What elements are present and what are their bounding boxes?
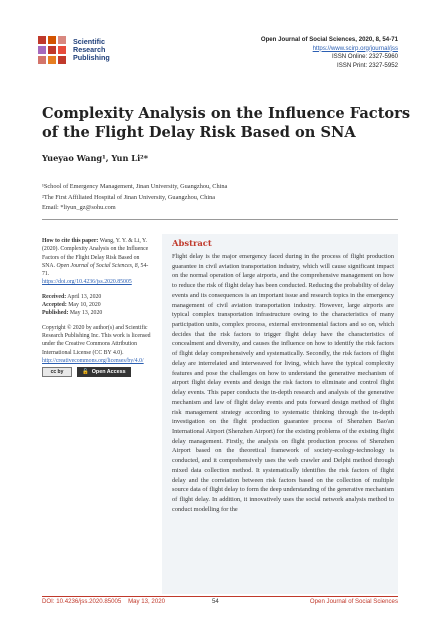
abstract-body: Flight delay is the major emergency faced during in the process of flight production guarantee in civil aviation transportation industry, which will cause significant impact on the normal operation of large airports, and the comprehensive management on how to reduce the risk of flight delay has been conducted. Reducing the probability of delay events and its consequences is an important issue and research topics in the emergency management of civil aviation transportation industry. However, large airports are typical complex transportation infrastructure owing to the characteristics of many participation units, complex process, external environmental factors and so on, which decides that the risk factors to trigger flight delay have the characteristics of concealment and diversity, and causes the influence on how to identify the risk factors of flight delay comprehensively and systematically. Secondly, the risk factors of flight delay are interrelated and interweaved for living, which have the typical complexity features and pose the challenges on how to understand the generative mechanism of airport flight delay events and design the risk factors to eliminate and control flight delay events. This paper conducts the in-depth research and analysis of the generative mechanism and law of flight delay events and puts forward design method of flight risk management strategy according to systematic thinking through the in-depth investigation on the flight production guarantee process of Shenzhen Bao'an International Airport (Shenzhen Airport) for the existing problems of the existing flight delay management. Firstly, the analysis on flight production process of Shenzhen Airport based on the theoretical framework of society-ecology-technology is conducted, and it comprehensively uses the web crawler and Delphi method through mixed data collection method. It systematically identifies the risk factors of flight delay and the correlation between risk factors based on the collection of multiple source data of flight delay to form the deep understanding of the generative mechanism of flight delay. In addition, it innovatively uses the social network analysis method to conduct modelling for the (172, 253, 394, 513)
affiliations (42, 182, 227, 214)
paper-title: Complexity Analysis on the Influence Factors of the Flight Delay Risk Based on SNA (42, 105, 411, 141)
received-date: Received: April 13, 2020 (42, 293, 102, 300)
footer-journal-name: Open Journal of Social Sciences (309, 598, 398, 605)
accepted-date: Accepted: May 10, 2020 (42, 302, 101, 309)
citation-block: How to cite this paper: Wang, Y. Y. & Li, Y. (2020). Complexity Analysis on the Influence Factors of the Flight Delay Risk Based on SNA. Open Journal of Social Sciences, 8, 54-71. https://doi.org/10.4236/jss.2020.85005 (42, 238, 149, 286)
cc-by-badge[interactable]: cc by (42, 367, 72, 377)
issn-online: ISSN Online: 2327-5960 (331, 53, 398, 61)
publisher-logo (36, 34, 156, 66)
license-link[interactable]: http://creativecommons.org/licenses/by/4.0/ (42, 357, 144, 364)
article-info-column (42, 237, 152, 383)
dates-block (42, 293, 152, 318)
journal-info (261, 36, 398, 70)
paper-authors: Yueyao Wang¹, Yun Li²* (42, 153, 149, 163)
published-date: Published: May 13, 2020 (42, 310, 103, 317)
publisher-logo-icon (36, 34, 68, 66)
abstract-heading: Abstract (172, 238, 212, 248)
affiliation-1: ¹School of Emergency Management, Jinan University, Guangzhou, China (42, 183, 228, 190)
journal-url-link[interactable]: https://www.scirp.org/journal/jss (312, 44, 398, 52)
copyright-block (42, 324, 152, 377)
issn-print: ISSN Print: 2327-5952 (337, 61, 398, 69)
open-access-icon: 🔓 (82, 369, 89, 375)
footer-divider (42, 596, 398, 597)
author-email[interactable]: Email: *liyun_gz@sohu.com (42, 204, 116, 212)
affiliation-2: ²The First Affiliated Hospital of Jinan University, Guangzhou, China (42, 193, 216, 201)
publisher-logo-text: Scientific Research Publishing (73, 37, 110, 63)
journal-name: Open Journal of Social Sciences, 2020, 8, 54-71 (260, 36, 398, 43)
citation-doi-link[interactable]: https://doi.org/10.4236/jss.2020.85005 (42, 279, 132, 286)
section-divider (42, 219, 398, 220)
footer-doi-and-date[interactable]: DOI: 10.4236/jss.2020.85005 May 13, 2020 (42, 598, 165, 605)
open-access-badge: 🔓 Open Access (77, 367, 131, 377)
copyright-text: Copyright © 2020 by author(s) and Scientific Research Publishing Inc. This work is licensed under the Creative Commons Attribution International License (CC BY 4.0). (42, 324, 151, 356)
page-number: 54 (212, 598, 219, 605)
